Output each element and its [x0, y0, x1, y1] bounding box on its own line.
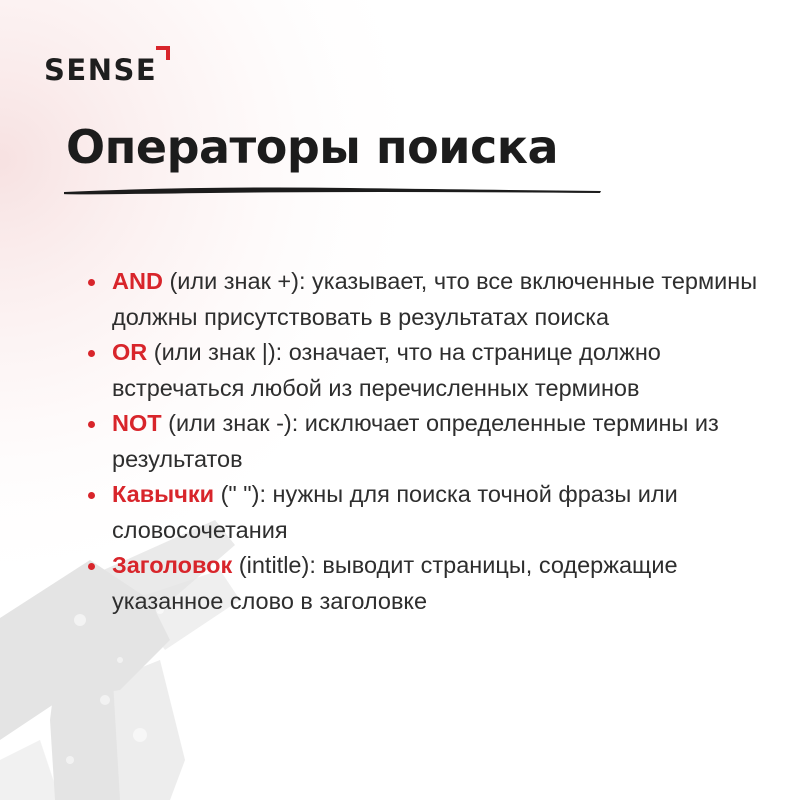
operator-description: : исключает определенные термины из результатов	[112, 410, 719, 472]
operator-description: : означает, что на странице должно встречаться любой из перечисленных терминов	[112, 339, 661, 401]
operator-sign: (" ")	[214, 481, 260, 507]
title-underline	[60, 183, 605, 197]
bullet-icon	[88, 492, 95, 499]
operator-item-intitle	[88, 548, 778, 619]
operator-name: AND	[112, 268, 163, 294]
operator-item-quotes	[88, 477, 778, 548]
operator-name: Заголовок	[112, 552, 233, 578]
operator-name: Кавычки	[112, 481, 215, 507]
operator-item-or	[88, 335, 778, 406]
operators-list	[88, 264, 778, 619]
operator-description: : указывает, что все включенные термины должны присутствовать в результатах поиска	[112, 268, 758, 330]
operator-name: OR	[112, 339, 148, 365]
operator-sign: (или знак +)	[162, 268, 299, 294]
operator-sign: (или знак |)	[147, 339, 276, 365]
operator-item-not	[88, 406, 778, 477]
operator-sign: (intitle)	[232, 552, 310, 578]
logo-corner-mark-icon	[150, 44, 172, 66]
operator-description: : нужны для поиска точной фразы или словосочетания	[112, 481, 678, 543]
operator-sign: (или знак -)	[161, 410, 292, 436]
bullet-icon	[88, 421, 95, 428]
bullet-icon	[88, 563, 95, 570]
operator-name: NOT	[112, 410, 162, 436]
logo-text: SENSE	[44, 53, 158, 87]
page-title: Операторы поиска	[66, 120, 559, 174]
bullet-icon	[88, 350, 95, 357]
operator-description: : выводит страницы, содержащие указанное слово в заголовке	[112, 552, 678, 614]
operator-item-and	[88, 264, 778, 335]
bullet-icon	[88, 279, 95, 286]
